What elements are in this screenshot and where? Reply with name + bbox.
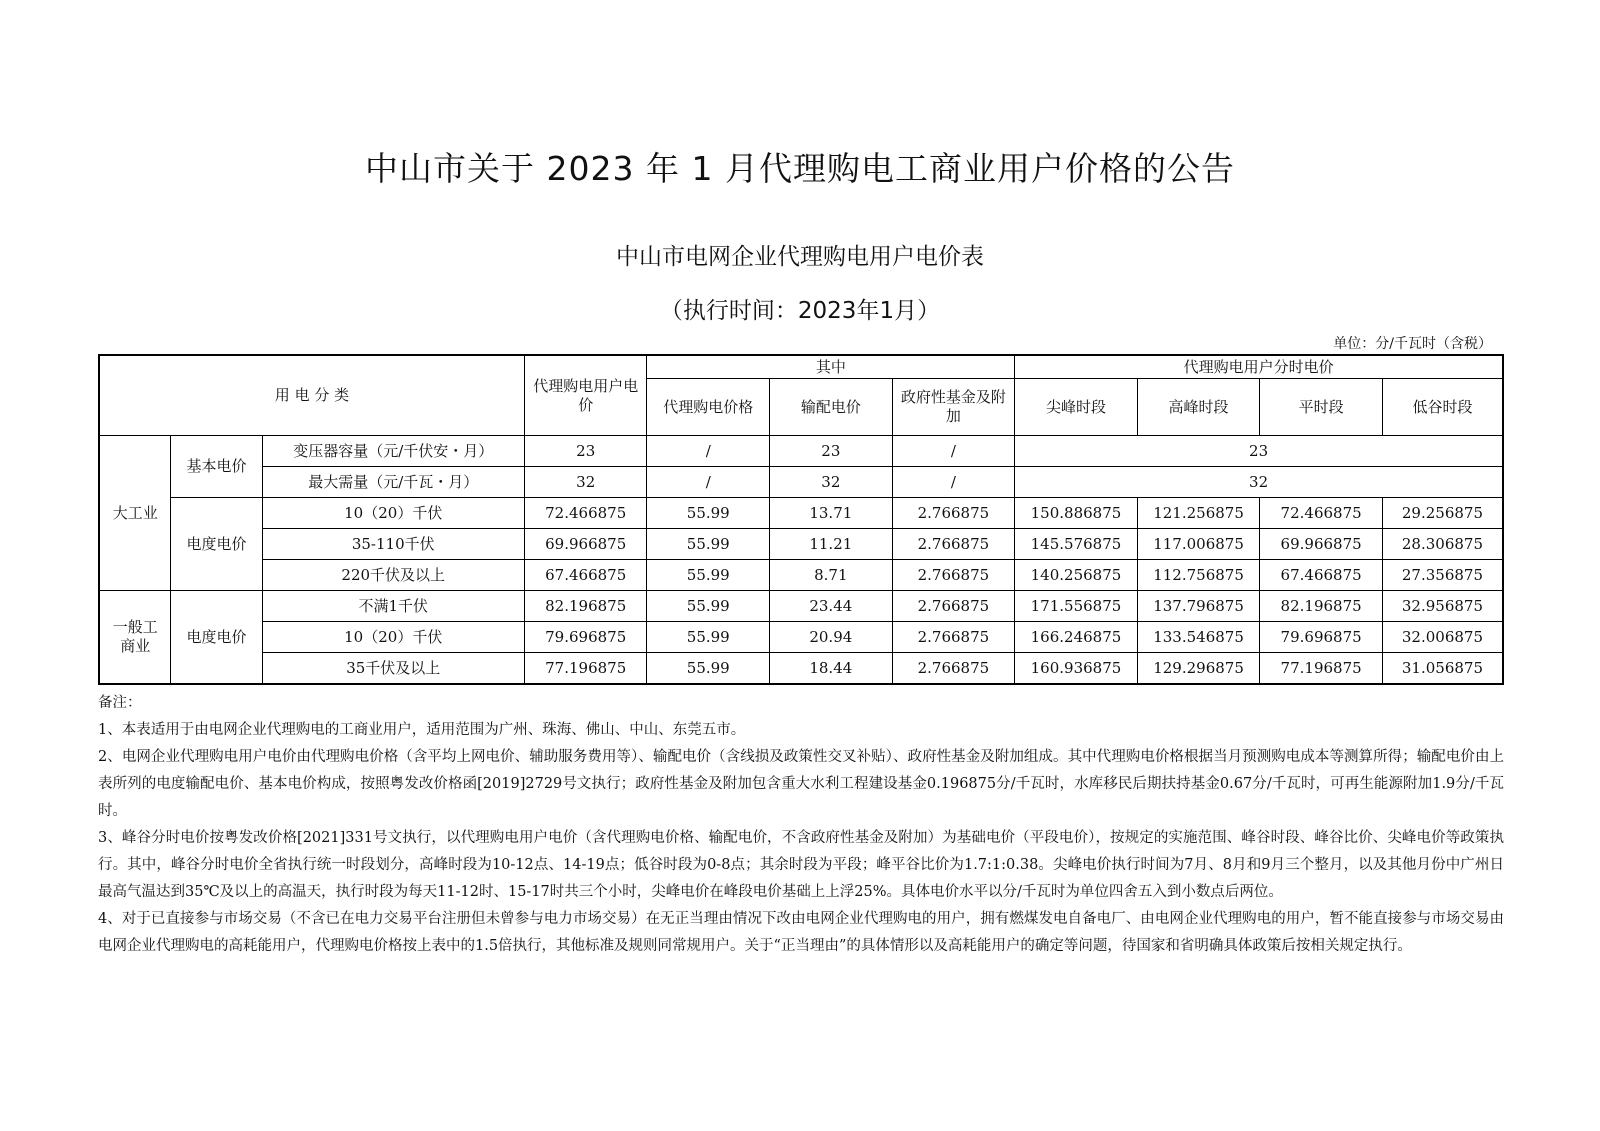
cell-valley: 32.956875 (1382, 591, 1503, 622)
header-agent-user-price: 代理购电用户电价 (524, 355, 647, 436)
cell-gov-fund: 2.766875 (892, 653, 1015, 685)
table-row (99, 498, 1503, 529)
cell-valley: 28.306875 (1382, 529, 1503, 560)
unit-note: 单位：分/千瓦时（含税） (1333, 336, 1492, 352)
cell-agent-price: 55.99 (647, 622, 770, 653)
cell-flat: 77.196875 (1260, 653, 1383, 685)
header-tou-group: 代理购电用户分时电价 (1015, 355, 1503, 379)
notes-heading: 备注： (98, 695, 142, 711)
cell-gov-fund: / (892, 467, 1015, 498)
row-label: 10（20）千伏 (262, 498, 524, 529)
cell-transmission: 11.21 (770, 529, 893, 560)
table-title: 中山市电网企业代理购电用户电价表 (616, 244, 984, 270)
cell-agent-price: / (647, 467, 770, 498)
cell-flat: 82.196875 (1260, 591, 1383, 622)
execution-period: （执行时间：2023年1月） (659, 298, 941, 324)
table-row (99, 622, 1503, 653)
cell-sharp-peak: 140.256875 (1015, 560, 1138, 591)
cell-flat: 69.966875 (1260, 529, 1383, 560)
cell-agent-price: 55.99 (647, 653, 770, 685)
cell-valley: 29.256875 (1382, 498, 1503, 529)
cell-peak: 129.296875 (1137, 653, 1260, 685)
header-transmission-price: 输配电价 (770, 379, 893, 436)
cell-peak: 133.546875 (1137, 622, 1260, 653)
cell-valley: 27.356875 (1382, 560, 1503, 591)
cell-gov-fund: 2.766875 (892, 529, 1015, 560)
cell-agent-price: 55.99 (647, 591, 770, 622)
cell-transmission: 13.71 (770, 498, 893, 529)
cell-sharp-peak: 171.556875 (1015, 591, 1138, 622)
row-label: 不满1千伏 (262, 591, 524, 622)
cell-transmission: 20.94 (770, 622, 893, 653)
cell-transmission: 18.44 (770, 653, 893, 685)
header-valley: 低谷时段 (1382, 379, 1503, 436)
cell-transmission: 32 (770, 467, 893, 498)
cell-flat: 67.466875 (1260, 560, 1383, 591)
header-of-which: 其中 (647, 355, 1015, 379)
row-label: 10（20）千伏 (262, 622, 524, 653)
cell-sharp-peak: 160.936875 (1015, 653, 1138, 685)
cell-flat: 72.466875 (1260, 498, 1383, 529)
subgroup-energy-price: 电度电价 (171, 591, 262, 685)
table-row (99, 653, 1503, 685)
cell-gov-fund: 2.766875 (892, 498, 1015, 529)
cell-peak: 117.006875 (1137, 529, 1260, 560)
group-large-industry: 大工业 (99, 436, 171, 591)
cell-user-price: 67.466875 (524, 560, 647, 591)
cell-gov-fund: 2.766875 (892, 622, 1015, 653)
note-item: 4、对于已直接参与市场交易（不含已在电力交易平台注册但未曾参与电力市场交易）在无正当理由情况下改由电网企业代理购电的用户，拥有燃煤发电自备电厂、由电网企业代理购电的用户，暂不能直接参与市场交易由电网企业代理购电的高耗能用户，代理购电价格按上表中的1.5倍执行，其他标准及规则同常规用户。关于“正当理由”的具体情形以及高耗能用户的确定等问题，待国家和省明确具体政策后按相关规定执行。 (98, 911, 1504, 954)
header-row-1 (99, 355, 1503, 379)
cell-gov-fund: / (892, 436, 1015, 467)
cell-sharp-peak: 166.246875 (1015, 622, 1138, 653)
cell-peak: 137.796875 (1137, 591, 1260, 622)
cell-gov-fund: 2.766875 (892, 591, 1015, 622)
row-label: 35千伏及以上 (262, 653, 524, 685)
cell-user-price: 77.196875 (524, 653, 647, 685)
page-title: 中山市关于 2023 年 1 月代理购电工商业用户价格的公告 (365, 149, 1235, 188)
cell-tou-merged: 32 (1015, 467, 1503, 498)
cell-sharp-peak: 145.576875 (1015, 529, 1138, 560)
table-row (99, 591, 1503, 622)
cell-sharp-peak: 150.886875 (1015, 498, 1138, 529)
row-label: 220千伏及以上 (262, 560, 524, 591)
cell-agent-price: 55.99 (647, 529, 770, 560)
header-peak: 高峰时段 (1137, 379, 1260, 436)
table-row (99, 467, 1503, 498)
cell-transmission: 8.71 (770, 560, 893, 591)
cell-peak: 112.756875 (1137, 560, 1260, 591)
header-sharp-peak: 尖峰时段 (1015, 379, 1138, 436)
cell-gov-fund: 2.766875 (892, 560, 1015, 591)
header-gov-fund: 政府性基金及附加 (892, 379, 1015, 436)
row-label: 35-110千伏 (262, 529, 524, 560)
table-row (99, 436, 1503, 467)
header-agent-purchase-price: 代理购电价格 (647, 379, 770, 436)
note-item: 3、峰谷分时电价按粤发改价格[2021]331号文执行，以代理购电用户电价（含代理购电价格、输配电价，不含政府性基金及附加）为基础电价（平段电价），按规定的实施范围、峰谷时段、峰谷比价、尖峰电价等政策执行。其中，峰谷分时电价全省执行统一时段划分，高峰时段为10-12点、14-19点；低谷时段为0-8点；其余时段为平段；峰平谷比价为1.7:1:0.38。尖峰电价执行时间为7月、8月和9月三个整月，以及其他月份中广州日最高气温达到35℃及以上的高温天，执行时段为每天11-12时、15-17时共三个小时，尖峰电价在峰段电价基础上上浮25%。具体电价水平以分/千瓦时为单位四舍五入到小数点后两位。 (98, 830, 1504, 900)
cell-agent-price: 55.99 (647, 560, 770, 591)
notes-section (98, 690, 1504, 960)
group-general-commercial: 一般工商业 (99, 591, 171, 685)
table-row (99, 529, 1503, 560)
table-row (99, 560, 1503, 591)
cell-user-price: 82.196875 (524, 591, 647, 622)
cell-tou-merged: 23 (1015, 436, 1503, 467)
subgroup-basic-price: 基本电价 (171, 436, 262, 498)
cell-user-price: 72.466875 (524, 498, 647, 529)
row-label: 变压器容量（元/千伏安・月） (262, 436, 524, 467)
cell-transmission: 23.44 (770, 591, 893, 622)
header-category: 用 电 分 类 (99, 355, 524, 436)
note-item: 2、电网企业代理购电用户电价由代理购电价格（含平均上网电价、辅助服务费用等）、输配电价（含线损及政策性交叉补贴）、政府性基金及附加组成。其中代理购电价格根据当月预测购电成本等测算所得；输配电价由上表所列的电度输配电价、基本电价构成，按照粤发改价格函[2019]2729号文执行；政府性基金及附加包含重大水利工程建设基金0.196875分/千瓦时，水库移民后期扶持基金0.67分/千瓦时，可再生能源附加1.9分/千瓦时。 (98, 749, 1504, 819)
row-label: 最大需量（元/千瓦・月） (262, 467, 524, 498)
header-flat: 平时段 (1260, 379, 1383, 436)
cell-flat: 79.696875 (1260, 622, 1383, 653)
price-table (98, 354, 1504, 685)
cell-user-price: 32 (524, 467, 647, 498)
cell-user-price: 23 (524, 436, 647, 467)
subgroup-energy-price: 电度电价 (171, 498, 262, 591)
note-item: 1、本表适用于由电网企业代理购电的工商业用户，适用范围为广州、珠海、佛山、中山、东莞五市。 (98, 722, 746, 738)
cell-transmission: 23 (770, 436, 893, 467)
cell-valley: 32.006875 (1382, 622, 1503, 653)
cell-agent-price: / (647, 436, 770, 467)
cell-valley: 31.056875 (1382, 653, 1503, 685)
cell-user-price: 69.966875 (524, 529, 647, 560)
cell-agent-price: 55.99 (647, 498, 770, 529)
cell-user-price: 79.696875 (524, 622, 647, 653)
cell-peak: 121.256875 (1137, 498, 1260, 529)
